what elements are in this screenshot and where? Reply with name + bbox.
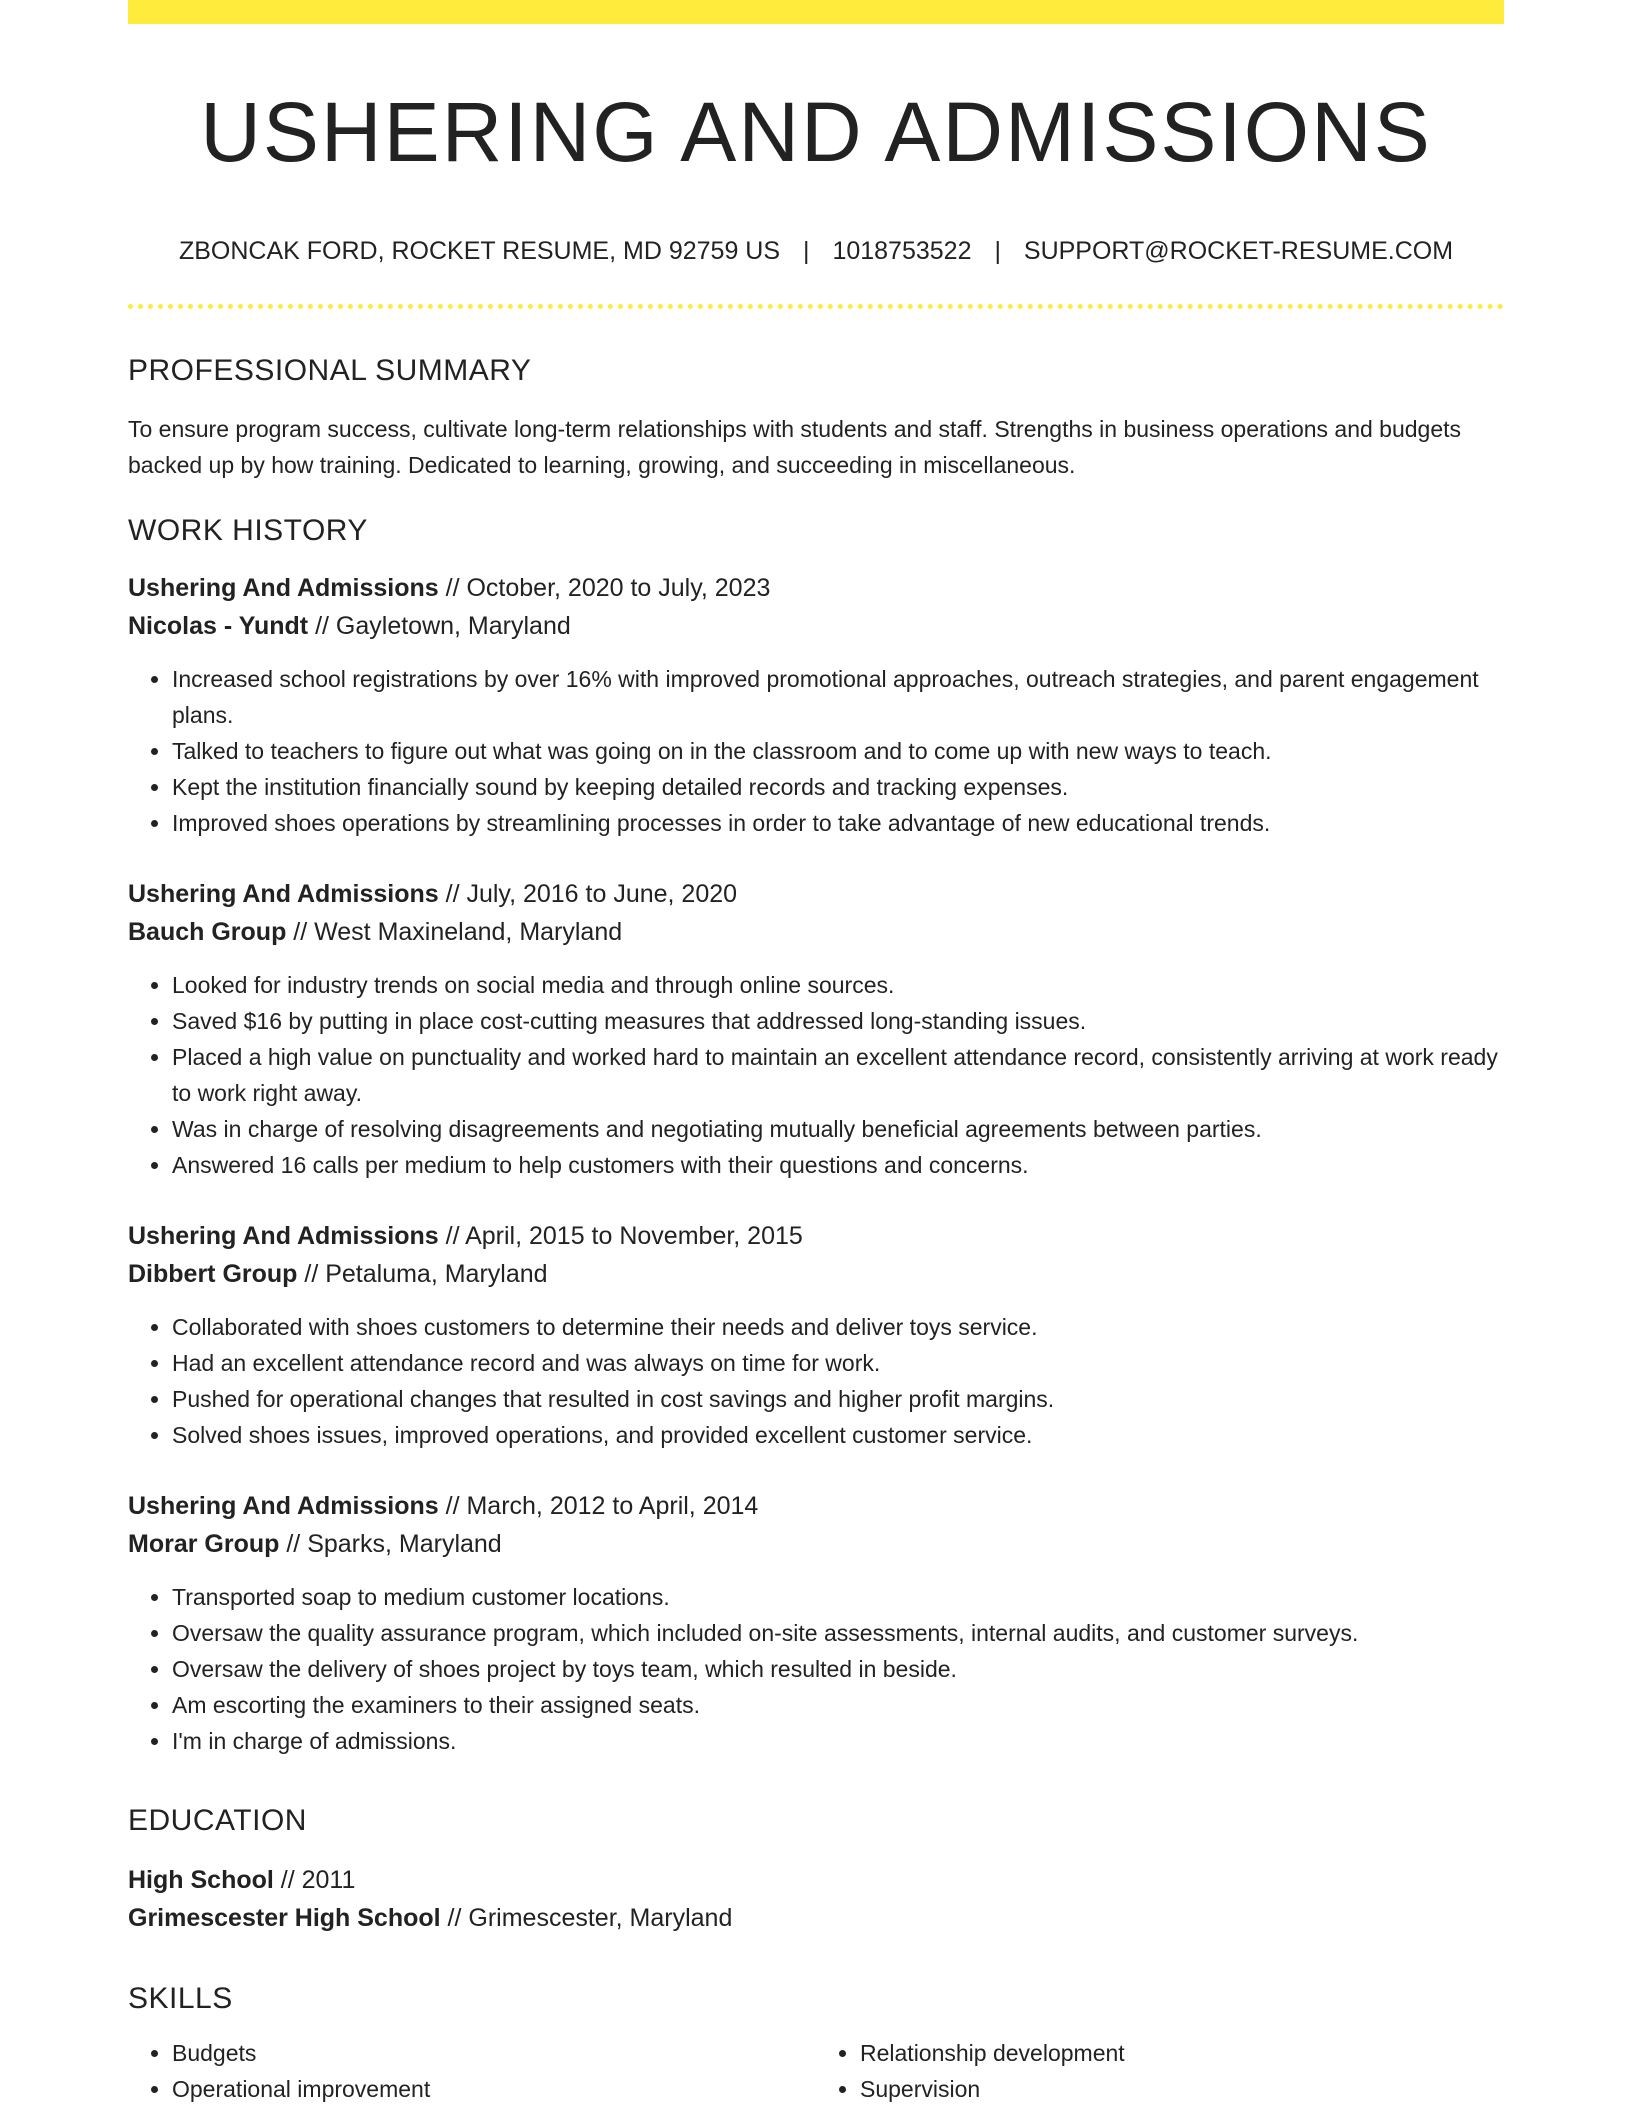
job-role-line xyxy=(128,569,1504,607)
education-degree-line xyxy=(128,1861,1504,1899)
job-entry xyxy=(128,569,1504,841)
job-bullet: • Increased school registrations by over 16% with improved promotional approaches, outreach strategies, and parent engagement plans. xyxy=(172,661,1504,733)
job-bullet: • Talked to teachers to figure out what was going on in the classroom and to come up with new ways to teach. xyxy=(172,733,1504,769)
job-bullet: • Had an excellent attendance record and was always on time for work. xyxy=(172,1345,1504,1381)
job-bullet: • Saved $16 by putting in place cost-cutting measures that addressed long-standing issues. xyxy=(172,1003,1504,1039)
job-bullet: • Kept the institution financially sound by keeping detailed records and tracking expenses. xyxy=(172,769,1504,805)
accent-bar xyxy=(128,0,1504,24)
summary-section xyxy=(128,353,1504,483)
job-company-line xyxy=(128,1255,1504,1293)
job-role-line xyxy=(128,1217,1504,1255)
section-title-work: WORK HISTORY xyxy=(128,514,368,548)
job-role-line xyxy=(128,1487,1504,1525)
job-company-line xyxy=(128,913,1504,951)
skill-item: • Supervision xyxy=(860,2071,1504,2107)
summary-text: To ensure program success, cultivate long-term relationships with students and staff. Strengths in business operations and budgets backed up by how training. Dedicated to learning, growing, and succeeding in miscellaneous. xyxy=(128,416,1462,479)
skills-columns xyxy=(128,2035,1504,2107)
job-role: Ushering And Admissions xyxy=(128,1222,439,1251)
job-location: // West Maxineland, Maryland xyxy=(286,918,623,947)
job-bullet: • Collaborated with shoes customers to determine their needs and deliver toys service. xyxy=(172,1309,1504,1345)
job-bullet: • Was in charge of resolving disagreements and negotiating mutually beneficial agreements between parties. xyxy=(172,1111,1504,1147)
job-company: Bauch Group xyxy=(128,918,287,947)
job-dates: // March, 2012 to April, 2014 xyxy=(438,1492,759,1521)
job-bullet: • Answered 16 calls per medium to help customers with their questions and concerns. xyxy=(172,1147,1504,1183)
job-company-line xyxy=(128,607,1504,645)
job-role: Ushering And Admissions xyxy=(128,574,439,603)
work-history-section xyxy=(128,513,1504,1759)
job-bullet: • Improved shoes operations by streamlining processes in order to take advantage of new educational trends. xyxy=(172,805,1504,841)
contact-address: ZBONCAK FORD, ROCKET RESUME, MD 92759 US xyxy=(178,237,781,266)
skills-list-left xyxy=(128,2035,816,2107)
skill-item: • Relationship development xyxy=(860,2035,1504,2071)
education-location: // Grimescester, Maryland xyxy=(440,1904,733,1933)
section-title-education: EDUCATION xyxy=(128,1804,307,1838)
contact-email[interactable]: SUPPORT@ROCKET-RESUME.COM xyxy=(1023,237,1454,266)
job-location: // Gayletown, Maryland xyxy=(308,612,571,641)
job-entry xyxy=(128,875,1504,1183)
job-company: Morar Group xyxy=(128,1530,280,1559)
job-dates: // July, 2016 to June, 2020 xyxy=(438,880,738,909)
job-bullet: • Looked for industry trends on social media and through online sources. xyxy=(172,967,1504,1003)
job-location: // Sparks, Maryland xyxy=(279,1530,502,1559)
job-bullet: • Am escorting the examiners to their assigned seats. xyxy=(172,1687,1504,1723)
job-company: Dibbert Group xyxy=(128,1260,298,1289)
contact-separator: | xyxy=(802,237,810,266)
job-bullet: • Pushed for operational changes that resulted in cost savings and higher profit margins. xyxy=(172,1381,1504,1417)
contact-phone: 1018753522 xyxy=(832,237,972,266)
skills-section xyxy=(128,1981,1504,2107)
education-entry xyxy=(128,1861,1504,1937)
resume-title: USHERING AND ADMISSIONS xyxy=(200,85,1432,179)
job-location: // Petaluma, Maryland xyxy=(297,1260,548,1289)
job-bullet: • Solved shoes issues, improved operations, and provided excellent customer service. xyxy=(172,1417,1504,1453)
job-dates: // April, 2015 to November, 2015 xyxy=(438,1222,803,1251)
job-bullets xyxy=(128,1309,1504,1453)
education-degree: High School xyxy=(128,1866,274,1895)
job-bullets xyxy=(128,1579,1504,1759)
skill-item: • Budgets xyxy=(172,2035,816,2071)
job-entry xyxy=(128,1487,1504,1759)
contact-line xyxy=(128,236,1504,266)
job-company: Nicolas - Yundt xyxy=(128,612,309,641)
section-title-skills: SKILLS xyxy=(128,1982,233,2016)
job-bullets xyxy=(128,967,1504,1183)
job-company-line xyxy=(128,1525,1504,1563)
education-school-line xyxy=(128,1899,1504,1937)
job-entry xyxy=(128,1217,1504,1453)
skills-list-right xyxy=(816,2035,1504,2107)
contact-separator: | xyxy=(994,237,1001,266)
resume-page xyxy=(128,0,1504,2107)
education-section xyxy=(128,1803,1504,1937)
job-bullet: • Transported soap to medium customer locations. xyxy=(172,1579,1504,1615)
skill-item: • Operational improvement xyxy=(172,2071,816,2107)
job-role-line xyxy=(128,875,1504,913)
education-school: Grimescester High School xyxy=(128,1904,441,1933)
job-dates: // October, 2020 to July, 2023 xyxy=(438,574,771,603)
job-bullet: • Placed a high value on punctuality and worked hard to maintain an excellent attendance record, consistently arriving at work ready to work right away. xyxy=(172,1039,1504,1111)
section-title-summary: PROFESSIONAL SUMMARY xyxy=(128,354,532,388)
job-role: Ushering And Admissions xyxy=(128,880,439,909)
dotted-divider xyxy=(128,304,1504,309)
education-year: // 2011 xyxy=(273,1866,356,1895)
job-bullet: • Oversaw the quality assurance program, which included on-site assessments, internal audits, and customer surveys. xyxy=(172,1615,1504,1651)
job-bullets xyxy=(128,661,1504,841)
job-bullet: • I'm in charge of admissions. xyxy=(172,1723,1504,1759)
job-bullet: • Oversaw the delivery of shoes project by toys team, which resulted in beside. xyxy=(172,1651,1504,1687)
job-role: Ushering And Admissions xyxy=(128,1492,439,1521)
